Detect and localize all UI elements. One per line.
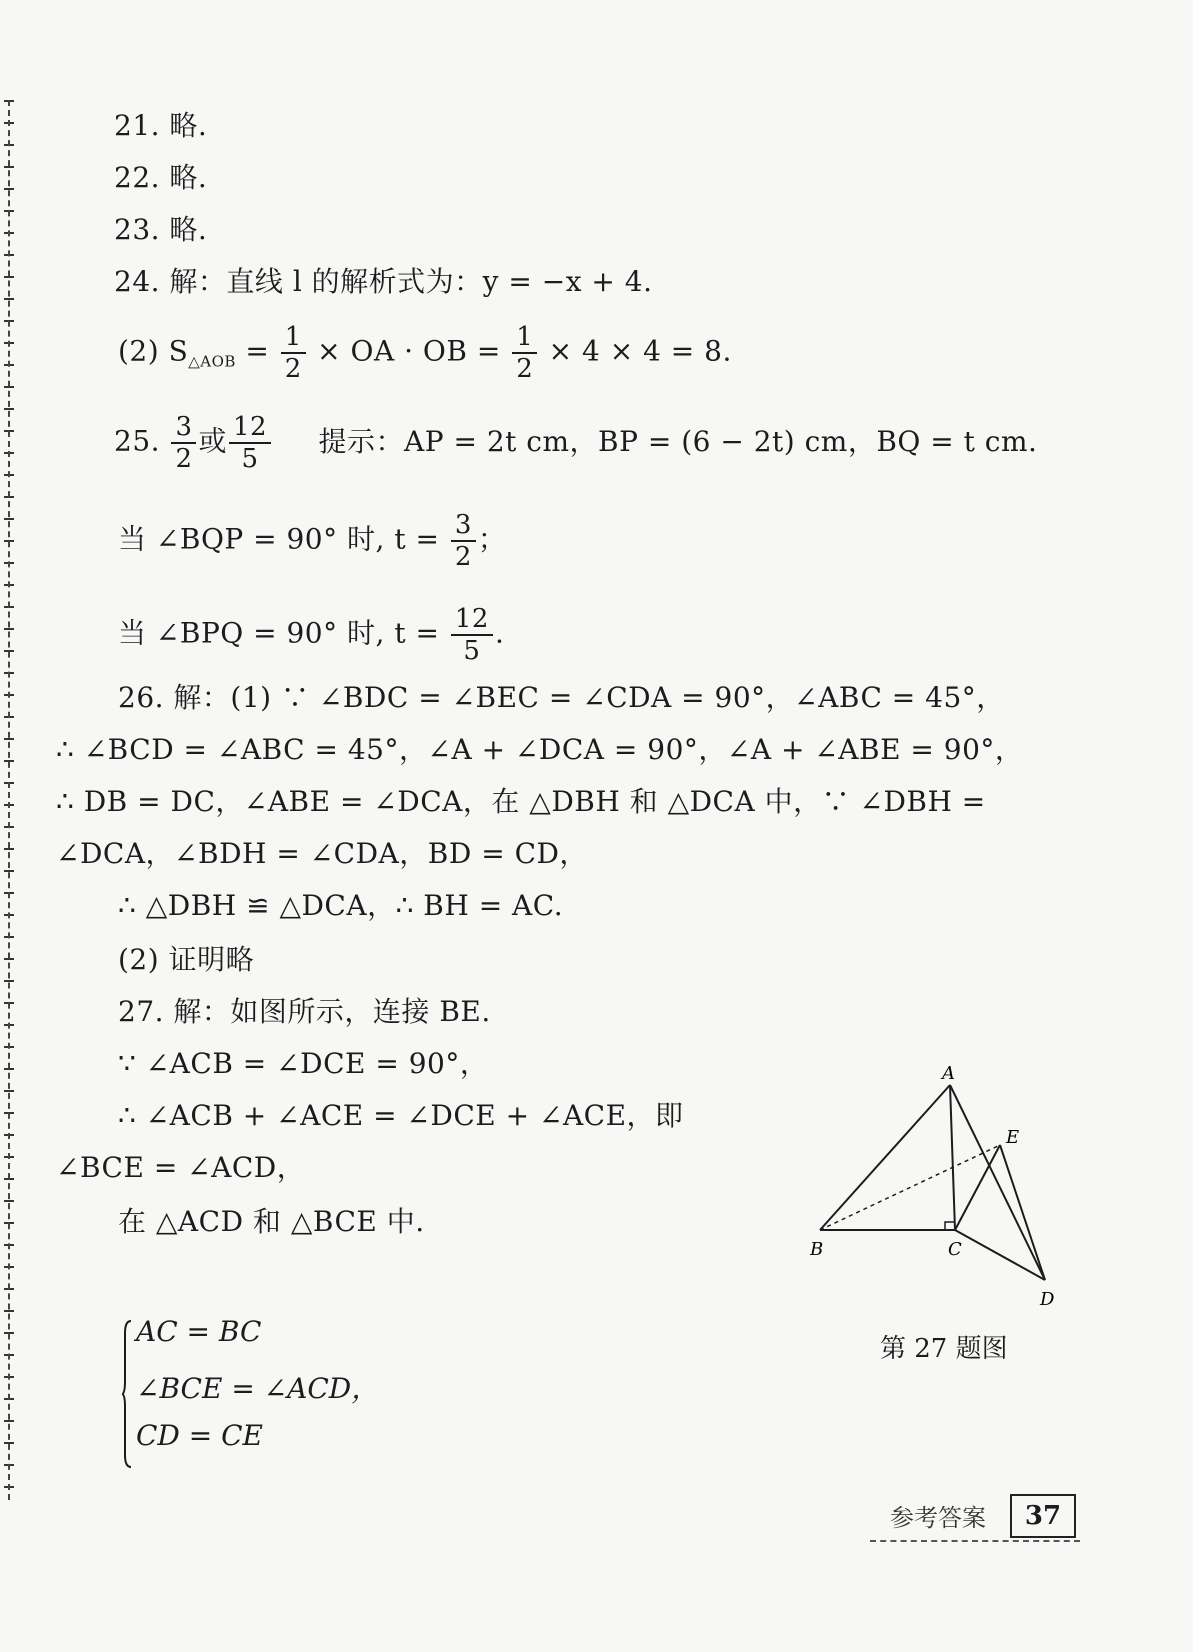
answer-21: 21. 略. bbox=[114, 109, 208, 142]
system-row-2: ∠BCE = ∠ACD， bbox=[136, 1372, 380, 1405]
label-c: C bbox=[948, 1239, 962, 1260]
area-subscript: △AOB bbox=[188, 352, 236, 371]
fraction-t1 bbox=[451, 510, 476, 572]
answer-25-number: 25. bbox=[114, 424, 161, 458]
fraction-half-2 bbox=[512, 322, 537, 384]
label-a: A bbox=[942, 1065, 955, 1084]
fraction-numerator: 12 bbox=[451, 604, 493, 636]
answer-22: 22. 略. bbox=[114, 161, 208, 194]
segment-ce bbox=[955, 1145, 1000, 1230]
fraction-numerator: 3 bbox=[171, 412, 196, 444]
answer-26-line3: ∴ DB = DC，∠ABE = ∠DCA，在 △DBH 和 △DCA 中，∵ ∠DBH = bbox=[56, 785, 986, 818]
equals-sign: = bbox=[235, 334, 279, 368]
figure-caption: 第 27 题图 bbox=[880, 1334, 1008, 1364]
fraction-denominator: 2 bbox=[175, 444, 193, 474]
label-b: B bbox=[810, 1239, 824, 1260]
answer-27-line3: ∴ ∠ACB + ∠ACE = ∠DCE + ∠ACE，即 bbox=[118, 1099, 684, 1132]
answer-24-part2 bbox=[118, 322, 732, 384]
expression-end: × 4 × 4 = 8. bbox=[539, 334, 732, 368]
answer-26-line5: ∴ △DBH ≌ △DCA，∴ BH = AC. bbox=[118, 889, 564, 922]
answer-27-line1: 27. 解：如图所示，连接 BE. bbox=[118, 995, 491, 1028]
case1-text: 当 ∠BQP = 90° 时, t = bbox=[118, 522, 449, 556]
fraction-half-1 bbox=[281, 322, 306, 384]
fraction-denominator: 5 bbox=[241, 444, 259, 474]
or-word: 或 bbox=[198, 424, 227, 458]
geometry-figure bbox=[810, 1065, 1090, 1335]
page-number: 37 bbox=[1010, 1494, 1076, 1538]
fraction-t2 bbox=[451, 604, 493, 666]
answer-26-part2: (2) 证明略 bbox=[118, 943, 255, 976]
footer-label: 参考答案 bbox=[890, 1504, 986, 1532]
footer-dashed-line bbox=[870, 1540, 1080, 1542]
binding-edge-line bbox=[8, 100, 26, 1500]
segment-ad bbox=[950, 1085, 1045, 1280]
expression-middle: × OA · OB = bbox=[307, 334, 511, 368]
case2-end: . bbox=[494, 616, 505, 650]
answer-27-line4: ∠BCE = ∠ACD， bbox=[56, 1151, 306, 1184]
answer-25-case1 bbox=[118, 510, 506, 572]
fraction-three-halves bbox=[171, 412, 196, 474]
answer-23: 23. 略. bbox=[114, 213, 208, 246]
fraction-twelve-fifths bbox=[229, 412, 271, 474]
answer-26-line4: ∠DCA，∠BDH = ∠CDA，BD = CD， bbox=[56, 837, 588, 870]
answer-27-line2: ∵ ∠ACB = ∠DCE = 90°， bbox=[118, 1047, 489, 1080]
right-angle-mark bbox=[945, 1222, 955, 1230]
label-d: D bbox=[1040, 1289, 1055, 1310]
answer-26-line1: 26. 解：(1) ∵ ∠BDC = ∠BEC = ∠CDA = 90°，∠ABC = 45°， bbox=[118, 681, 1005, 714]
fraction-denominator: 5 bbox=[463, 636, 481, 666]
fraction-denominator: 2 bbox=[284, 354, 302, 384]
answer-26-line2: ∴ ∠BCD = ∠ABC = 45°，∠A + ∠DCA = 90°，∠A + ∠ABE = 90°， bbox=[56, 733, 1024, 766]
answer-25-case2 bbox=[118, 604, 504, 666]
fraction-numerator: 1 bbox=[512, 322, 537, 354]
answer-24-line1: 24. 解：直线 l 的解析式为：y = −x + 4. bbox=[114, 265, 653, 298]
equation-system bbox=[122, 1315, 442, 1475]
area-symbol: (2) S bbox=[118, 334, 189, 368]
fraction-numerator: 3 bbox=[451, 510, 476, 542]
system-row-3: CD = CE bbox=[136, 1419, 263, 1452]
fraction-numerator: 12 bbox=[229, 412, 271, 444]
answer-27-line5: 在 △ACD 和 △BCE 中. bbox=[118, 1205, 425, 1238]
segment-ac bbox=[950, 1085, 955, 1230]
answer-25 bbox=[114, 412, 1037, 474]
case1-end: ； bbox=[477, 522, 507, 556]
system-row-1: AC = BC bbox=[136, 1315, 262, 1348]
segment-be-dashed bbox=[820, 1145, 1000, 1230]
fraction-denominator: 2 bbox=[516, 354, 534, 384]
answer-25-hint: 提示：AP = 2t cm，BP = (6 − 2t) cm，BQ = t cm. bbox=[318, 424, 1038, 458]
label-e: E bbox=[1006, 1127, 1020, 1148]
left-brace-icon bbox=[122, 1319, 132, 1469]
segment-ab bbox=[820, 1085, 950, 1230]
fraction-numerator: 1 bbox=[281, 322, 306, 354]
case2-text: 当 ∠BPQ = 90° 时, t = bbox=[118, 616, 449, 650]
fraction-denominator: 2 bbox=[454, 542, 472, 572]
